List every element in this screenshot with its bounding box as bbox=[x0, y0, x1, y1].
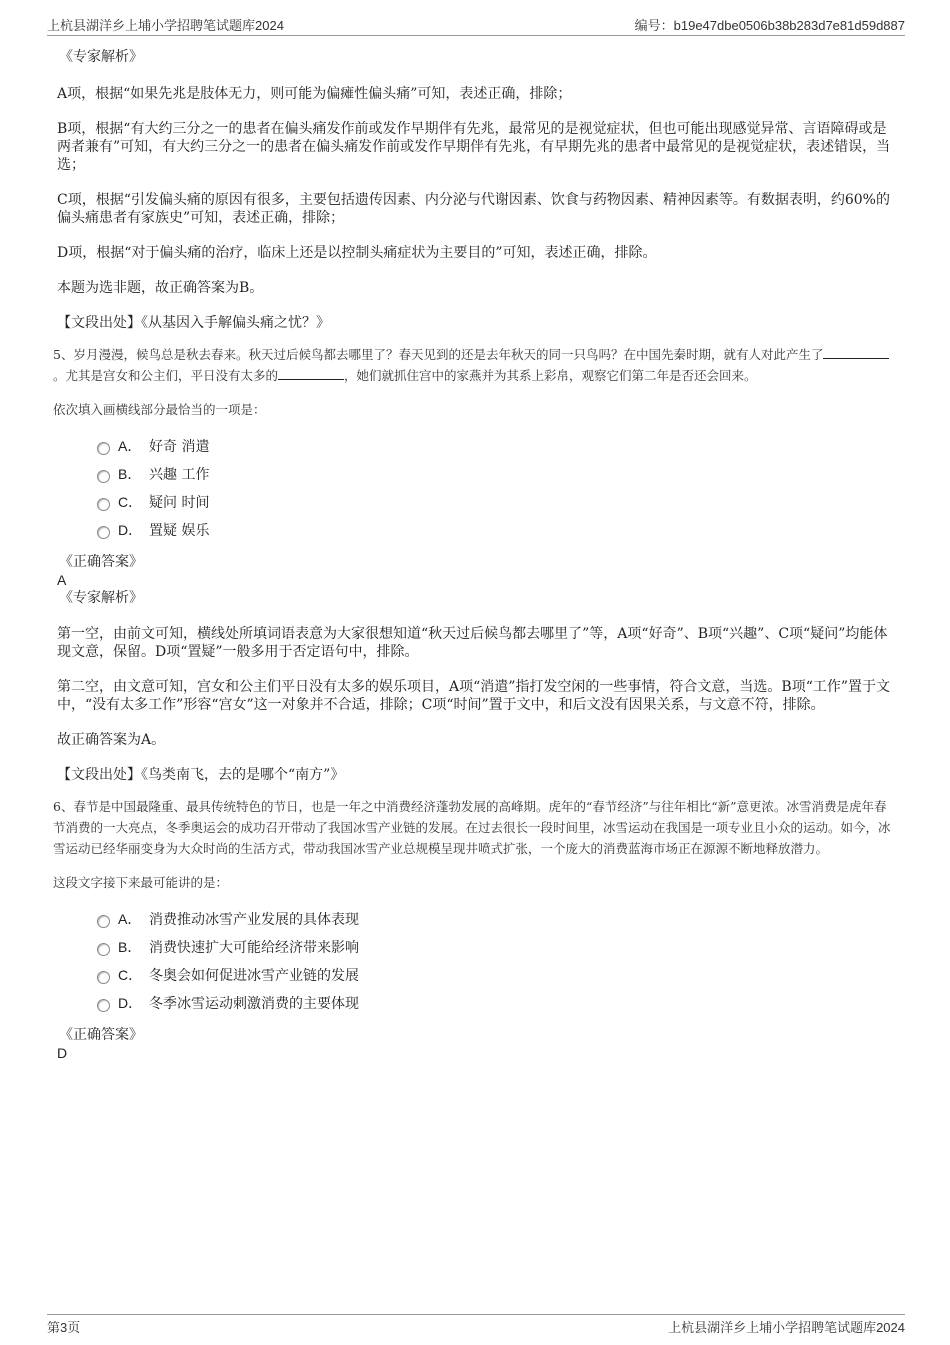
radio-button[interactable] bbox=[97, 470, 110, 483]
analysis-paragraph: B项，根据“有大约三分之一的患者在偏头痛发作前或发作早期伴有先兆，最常见的是视觉症状，但也可能出现感觉异常、言语障碍或是两者兼有”可知，有大约三分之一的患者在偏头痛发作前或发作早期伴有先兆，有早期先兆的患者中最常见的是视觉症状，表述错误，当选； bbox=[57, 121, 891, 173]
option-b[interactable]: B． 消费快速扩大可能给经济带来影响 bbox=[97, 933, 892, 961]
fill-blank-1 bbox=[823, 346, 889, 359]
question-5-prompt: 依次填入画横线部分最恰当的一项是： bbox=[53, 401, 266, 417]
correct-answer: D bbox=[57, 1045, 68, 1061]
answer-conclusion: 本题为选非题，故正确答案为B。 bbox=[57, 280, 264, 296]
option-c[interactable]: C． 疑问 时间 bbox=[97, 488, 892, 516]
header-doc-id: 编号：b19e47dbe0506b38b283d7e81d59d887 bbox=[634, 18, 905, 33]
radio-button[interactable] bbox=[97, 999, 110, 1012]
correct-answer: A bbox=[57, 572, 67, 588]
footer-title: 上杭县湖洋乡上埔小学招聘笔试题库2024 bbox=[668, 1320, 905, 1335]
page-content bbox=[53, 44, 892, 1062]
fill-blank-2 bbox=[278, 367, 344, 380]
option-b[interactable]: B． 兴趣 工作 bbox=[97, 460, 892, 488]
radio-button[interactable] bbox=[97, 526, 110, 539]
expert-analysis-label: 《专家解析》 bbox=[59, 49, 143, 65]
correct-answer-label: 《正确答案》 bbox=[59, 1027, 143, 1043]
page-number: 第3页 bbox=[47, 1320, 81, 1335]
option-a[interactable]: A． 消费推动冰雪产业发展的具体表现 bbox=[97, 905, 892, 933]
page-header bbox=[47, 15, 905, 36]
analysis-paragraph: C项，根据“引发偏头痛的原因有很多，主要包括遗传因素、内分泌与代谢因素、饮食与药物因素、精神因素等。有数据表明，约60%的偏头痛患者有家族史”可知，表述正确，排除； bbox=[57, 192, 890, 226]
radio-button[interactable] bbox=[97, 442, 110, 455]
analysis-paragraph: 第二空，由文意可知，宫女和公主们平日没有太多的娱乐项目，A项“消遣”指打发空闲的一些事情，符合文意，当选。B项“工作”置于文中，“没有太多工作”形容“宫女”这一对象并不合适，排除；C项“时间”置于文中，和后文没有因果关系，与文意不符，排除。 bbox=[57, 679, 891, 713]
page-footer bbox=[47, 1314, 905, 1335]
question-5-stem: 5、岁月漫漫，候鸟总是秋去春来。秋天过后候鸟都去哪里了？春天见到的还是去年秋天的同一只鸟吗？在中国先秦时期，就有人对此产生了。尤其是宫女和公主们，平日没有太多的 ，她们就抓住宫中的家燕并为其系上彩帛，观察它们第二年是否还会回来。 bbox=[53, 344, 892, 386]
analysis-paragraph: A项，根据“如果先兆是肢体无力，则可能为偏瘫性偏头痛”可知，表述正确，排除； bbox=[57, 86, 572, 102]
radio-button[interactable] bbox=[97, 943, 110, 956]
source-citation: 【文段出处】《从基因入手解偏头痛之忧？》 bbox=[57, 315, 330, 331]
question-5-options bbox=[97, 432, 892, 544]
answer-conclusion: 故正确答案为A。 bbox=[57, 732, 166, 748]
correct-answer-label: 《正确答案》 bbox=[59, 554, 143, 570]
expert-analysis-label: 《专家解析》 bbox=[59, 590, 143, 606]
radio-button[interactable] bbox=[97, 971, 110, 984]
analysis-paragraph: 第一空，由前文可知，横线处所填词语表意为大家很想知道“秋天过后候鸟都去哪里了”等，A项“好奇”、B项“兴趣”、C项“疑问”均能体现文意，保留。D项“置疑”一般多用于否定语句中，排除。 bbox=[57, 626, 888, 660]
question-6-stem: 6、春节是中国最隆重、最具传统特色的节日，也是一年之中消费经济蓬勃发展的高峰期。虎年的“春节经济”与往年相比“新”意更浓。冰雪消费是虎年春节消费的一大亮点，冬季奥运会的成功召开带动了我国冰雪产业链的发展。在过去很长一段时间里，冰雪运动在我国是一项专业且小众的运动。如今，冰雪运动已经华丽变身为大众时尚的生活方式，带动我国冰雪产业总规模呈现井喷式扩张，一个庞大的消费蓝海市场正在源源不断地释放潜力。 bbox=[53, 799, 891, 856]
radio-button[interactable] bbox=[97, 498, 110, 511]
source-citation: 【文段出处】《鸟类南飞，去的是哪个“南方”》 bbox=[57, 767, 345, 783]
option-d[interactable]: D． 冬季冰雪运动刺激消费的主要体现 bbox=[97, 989, 892, 1017]
question-6-prompt: 这段文字接下来最可能讲的是： bbox=[53, 874, 229, 890]
option-c[interactable]: C． 冬奥会如何促进冰雪产业链的发展 bbox=[97, 961, 892, 989]
option-a[interactable]: A． 好奇 消遣 bbox=[97, 432, 892, 460]
analysis-paragraph: D项，根据“对于偏头痛的治疗，临床上还是以控制头痛症状为主要目的”可知，表述正确，排除。 bbox=[57, 245, 657, 261]
option-d[interactable]: D． 置疑 娱乐 bbox=[97, 516, 892, 544]
header-title: 上杭县湖洋乡上埔小学招聘笔试题库2024 bbox=[47, 18, 284, 33]
question-6-options bbox=[97, 905, 892, 1017]
radio-button[interactable] bbox=[97, 915, 110, 928]
